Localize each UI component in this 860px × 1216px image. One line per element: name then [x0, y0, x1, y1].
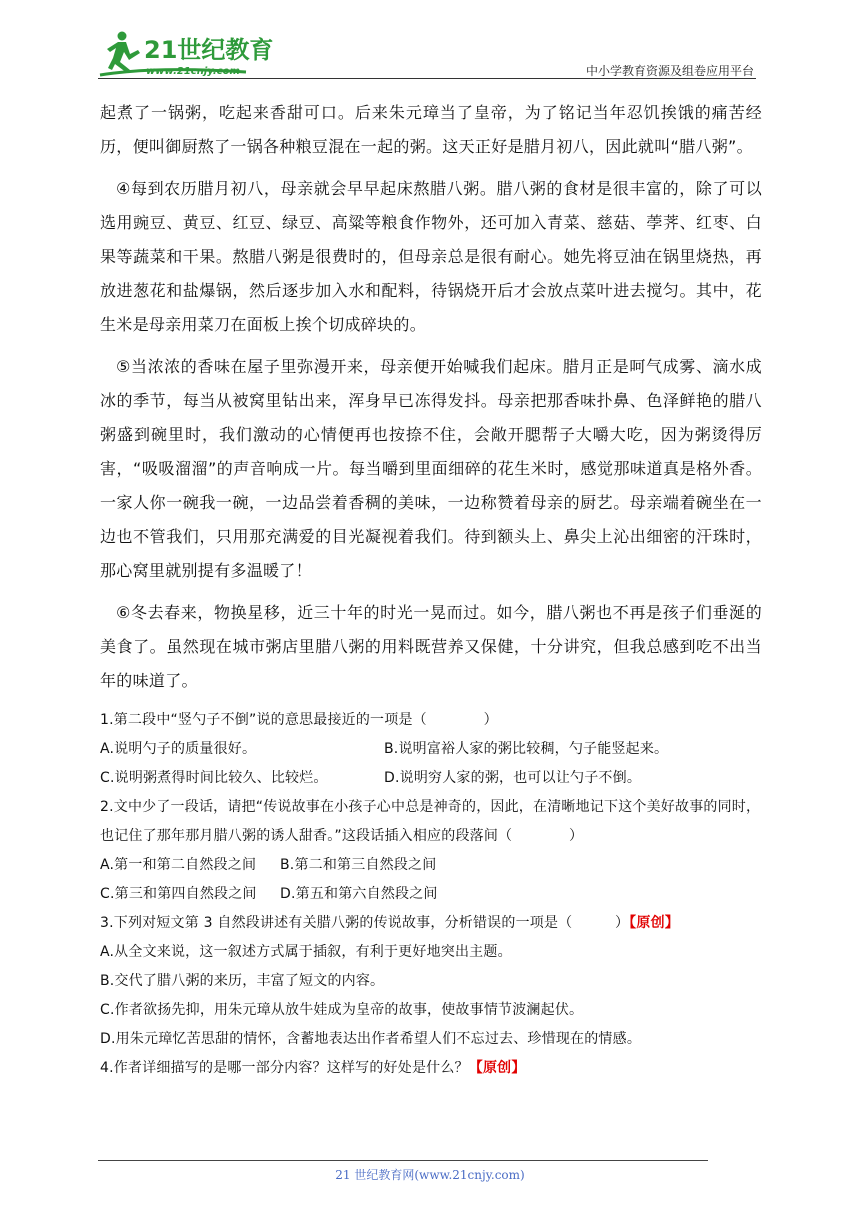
q2-option-c: C.第三和第四自然段之间 — [100, 886, 257, 902]
document-body — [100, 96, 762, 1083]
site-logo — [96, 28, 316, 80]
page-footer: 21 世纪教育网(www.21cnjy.com) — [335, 1168, 525, 1182]
q3-option-b: B.交代了腊八粥的来历，丰富了短文的内容。 — [100, 973, 385, 989]
q1-option-c: C.说明粥煮得时间比较久、比较烂。 — [100, 770, 328, 786]
question-1: 1.第二段中“竖勺子不倒”说的意思最接近的一项是（ ） — [100, 712, 498, 728]
question-2: 2.文中少了一段话，请把“传说故事在小孩子心中总是神奇的，因此，在清晰地记下这个美好故事的同时，也记住了那年那月腊八粥的诱人甜香。”这段话插入相应的段落间（ ） — [100, 799, 761, 844]
logo-url-text: www.21cnjy.com — [146, 66, 240, 77]
q2-option-a: A.第一和第二自然段之间 — [100, 857, 257, 873]
original-tag: 【原创】 — [629, 915, 679, 931]
question-1-options-row-2 — [100, 764, 762, 793]
footer-divider — [98, 1160, 708, 1161]
question-4-text: 4.作者详细描写的是哪一部分内容？这样写的好处是什么？ — [100, 1060, 469, 1076]
question-3 — [100, 909, 762, 938]
q2-option-d: D.第五和第六自然段之间 — [280, 886, 438, 902]
header-divider — [98, 78, 756, 79]
q3-option-d: D.用朱元璋忆苦思甜的情怀，含蓄地表达出作者希望人们不忘过去、珍惜现在的情感。 — [100, 1031, 642, 1047]
logo-main-text: 21世纪教育 — [144, 36, 274, 64]
q1-option-a: A.说明勺子的质量很好。 — [100, 741, 257, 757]
q1-option-b: B.说明富裕人家的粥比较稠，勺子能竖起来。 — [384, 741, 669, 757]
runner-icon — [107, 32, 140, 74]
question-2-options-row-2 — [100, 880, 762, 909]
paragraph-5: ⑤当浓浓的香味在屋子里弥漫开来，母亲便开始喊我们起床。腊月正是呵气成雾、滴水成冰的季节，每当从被窝里钻出来，浑身早已冻得发抖。母亲把那香味扑鼻、色泽鲜艳的腊八粥盛到碗里时，我们激动的心情便再也按捺不住，会敞开腮帮子大嚼大吃，因为粥烫得厉害，“吸吸溜溜”的声音响成一片。每当嚼到里面细碎的花生米时，感觉那味道真是格外香。一家人你一碗我一碗，一边品尝着香稠的美味，一边称赞着母亲的厨艺。母亲端着碗坐在一边也不管我们，只用那充满爱的目光凝视着我们。待到额头上、鼻尖上沁出细密的汗珠时，那心窝里就别提有多温暖了！ — [100, 357, 762, 580]
questions — [100, 706, 762, 1083]
q3-option-a: A.从全文来说，这一叙述方式属于插叙，有利于更好地突出主题。 — [100, 944, 512, 960]
question-4 — [100, 1054, 762, 1083]
paragraph-3-end: 起煮了一锅粥，吃起来香甜可口。后来朱元璋当了皇帝，为了铭记当年忍饥挨饿的痛苦经历，便叫御厨熬了一锅各种粮豆混在一起的粥。这天正好是腊月初八，因此就叫“腊八粥”。 — [100, 103, 762, 156]
q2-option-b: B.第二和第三自然段之间 — [280, 857, 437, 873]
question-1-options-row-1 — [100, 735, 762, 764]
original-tag: 【原创】 — [468, 1060, 526, 1076]
q3-option-c: C.作者欲扬先抑，用朱元璋从放牛娃成为皇帝的故事，使故事情节波澜起伏。 — [100, 1002, 584, 1018]
question-3-text: 3.下列对短文第 3 自然段讲述有关腊八粥的传说故事，分析错误的一项是（ ） — [100, 915, 630, 931]
platform-name: 中小学教育资源及组卷应用平台 — [585, 64, 754, 78]
q1-option-d: D.说明穷人家的粥，也可以让勺子不倒。 — [384, 770, 642, 786]
paragraph-4: ④每到农历腊月初八，母亲就会早早起床熬腊八粥。腊八粥的食材是很丰富的，除了可以选用豌豆、黄豆、红豆、绿豆、高粱等粮食作物外，还可加入青菜、慈菇、荸荠、红枣、白果等蔬菜和干果。熬腊八粥是很费时的，但母亲总是很有耐心。她先将豆油在锅里烧热，再放进葱花和盐爆锅，然后逐步加入水和配料，待锅烧开后才会放点菜叶进去搅匀。其中，花生米是母亲用菜刀在面板上挨个切成碎块的。 — [100, 179, 762, 334]
paragraph-6: ⑥冬去春来，物换星移，近三十年的时光一晃而过。如今，腊八粥也不再是孩子们垂涎的美食了。虽然现在城市粥店里腊八粥的用料既营养又保健，十分讲究，但我总感到吃不出当年的味道了。 — [100, 603, 762, 690]
page-header — [96, 22, 756, 82]
question-2-options-row-1 — [100, 851, 762, 880]
